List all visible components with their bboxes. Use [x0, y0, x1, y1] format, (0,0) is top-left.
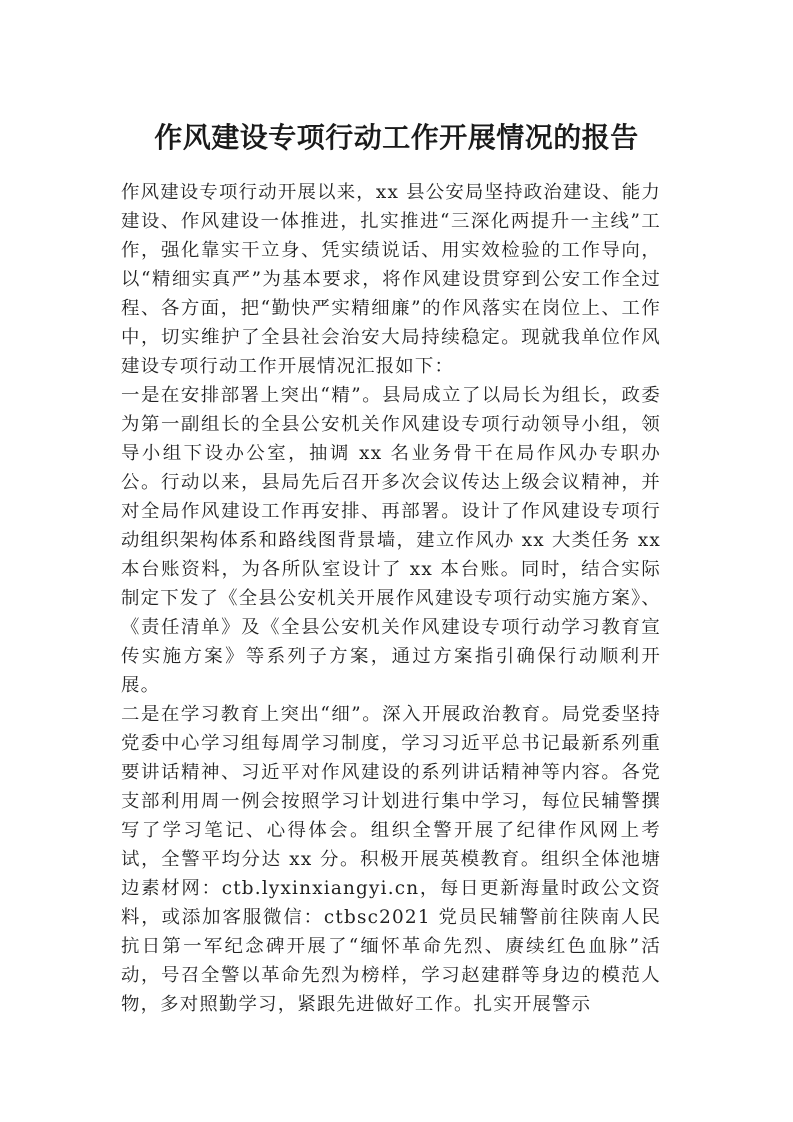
document-title: 作风建设专项行动工作开展情况的报告 [154, 121, 639, 154]
document-body [121, 178, 661, 1019]
paragraph-deployment: 一是在安排部署上突出“精”。县局成立了以局长为组长，政委为第一副组长的全县公安机关作风建设专项行动领导小组，领导小组下设办公室，抽调 xx 名业务骨干在局作风办专职办公。行动以来，县局先后召开多次会议传达上级会议精神，并对全局作风建设工作再安排、再部署。设计了作风建设专项行动组织架构体系和路线图背景墙，建立作风办 xx 大类任务 xx 本台账资料，为各所队室设计了 xx 本台账。同时，结合实际制定下发了《全县公安机关开展作风建设专项行动实施方案》、《责任清单》及《全县公安机关作风建设专项行动学习教育宣传实施方案》等系列子方案，通过方案指引确保行动顺利开展。 [121, 385, 661, 696]
paragraph-intro: 作风建设专项行动开展以来，xx 县公安局坚持政治建设、能力建设、作风建设一体推进，扎实推进“三深化两提升一主线”工作，强化靠实干立身、凭实绩说话、用实效检验的工作导向，以“精细实真严”为基本要求，将作风建设贯穿到公安工作全过程、各方面，把“勤快严实精细廉”的作风落实在岗位上、工作中，切实维护了全县社会治安大局持续稳定。现就我单位作风建设专项行动工作开展情况汇报如下： [121, 182, 661, 377]
paragraph-study-education: 二是在学习教育上突出“细”。深入开展政治教育。局党委坚持党委中心学习组每周学习制度，学习习近平总书记最新系列重要讲话精神、习近平对作风建设的系列讲话精神等内容。各党支部利用周一例会按照学习计划进行集中学习，每位民辅警撰写了学习笔记、心得体会。组织全警开展了纪律作风网上考试，全警平均分达 xx 分。积极开展英模教育。组织全体池塘边素材网：ctb.lyxinxiangyi.cn，每日更新海量时政公文资料，或添加客服微信：ctbsc2021 党员民辅警前往陕南人民抗日第一军纪念碑开展了“缅怀革命先烈、赓续红色血脉”活动，号召全警以革命先烈为榜样，学习赵建群等身边的模范人物，多对照勤学习，紧跟先进做好工作。扎实开展警示 [121, 704, 661, 1015]
